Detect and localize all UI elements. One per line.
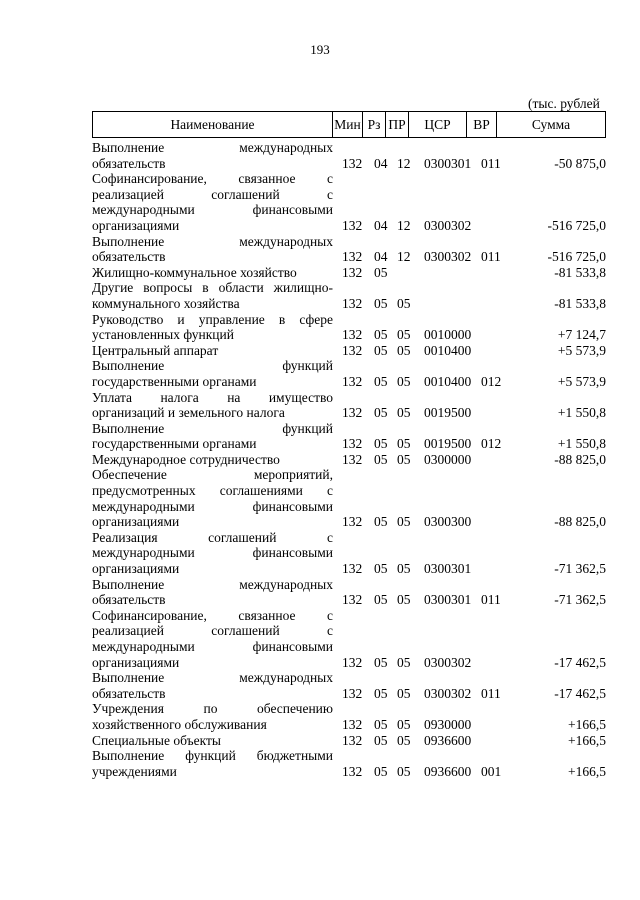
cell-csr: 0019500 (424, 405, 472, 421)
cell-csr: 0019500 (424, 436, 472, 452)
cell-csr: 0300300 (424, 514, 472, 530)
cell-min: 132 (342, 405, 363, 421)
row-name (92, 467, 333, 529)
row-name-line: организаций и земельного налога (92, 405, 285, 421)
table-row (92, 358, 612, 389)
cell-sum: -88 825,0 (554, 514, 606, 530)
cell-sum: +5 573,9 (557, 373, 606, 389)
cell-pr: 05 (397, 561, 411, 577)
row-name-line: организациями (92, 514, 180, 530)
cell-rz: 05 (374, 592, 388, 608)
row-name-line: Другие вопросы в области жилищно- (92, 280, 333, 296)
row-name (92, 608, 333, 670)
cell-csr: 0936600 (424, 732, 472, 748)
cell-pr: 05 (397, 716, 411, 732)
row-name-line: обязательств (92, 249, 166, 265)
row-name (92, 748, 333, 779)
table-row (92, 234, 612, 265)
row-name-line: государственными органами (92, 373, 257, 389)
cell-csr: 0936600 (424, 763, 472, 779)
row-name-line: Выполнение международных (92, 670, 333, 686)
row-name-line: обязательств (92, 155, 166, 171)
units-label: (тыс. рублей (528, 96, 600, 111)
table-row (92, 265, 612, 281)
table-row (92, 530, 612, 577)
row-name (92, 390, 333, 421)
row-name-line: Жилищно-коммунальное хозяйство (92, 264, 297, 280)
cell-rz: 05 (374, 716, 388, 732)
cell-sum: -71 362,5 (554, 561, 606, 577)
cell-pr: 12 (397, 155, 411, 171)
cell-sum: -71 362,5 (554, 592, 606, 608)
header-vr: ВР (467, 112, 497, 137)
row-name-line: Софинансирование, связанное с (92, 171, 333, 187)
cell-vr: 011 (481, 155, 501, 171)
cell-sum: +166,5 (568, 716, 606, 732)
cell-vr: 001 (481, 763, 502, 779)
row-name-line: предусмотренных соглашениями с (92, 483, 333, 499)
cell-sum: +1 550,8 (557, 405, 606, 421)
cell-rz: 05 (374, 685, 388, 701)
cell-csr: 0010400 (424, 342, 472, 358)
cell-rz: 05 (374, 732, 388, 748)
row-name (92, 171, 333, 233)
cell-pr: 05 (397, 763, 411, 779)
cell-sum: -81 533,8 (554, 295, 606, 311)
table-row (92, 280, 612, 311)
row-name-line: Софинансирование, связанное с (92, 607, 333, 623)
cell-sum: +166,5 (568, 763, 606, 779)
cell-vr: 012 (481, 436, 502, 452)
cell-pr: 05 (397, 327, 411, 343)
cell-min: 132 (342, 295, 363, 311)
cell-sum: -17 462,5 (554, 654, 606, 670)
header-min: Мин (333, 112, 363, 137)
cell-csr: 0300000 (424, 451, 472, 467)
cell-rz: 04 (374, 217, 388, 233)
cell-vr: 011 (481, 685, 501, 701)
cell-min: 132 (342, 732, 363, 748)
cell-pr: 05 (397, 514, 411, 530)
table-row (92, 608, 612, 670)
cell-csr: 0010000 (424, 327, 472, 343)
row-name-line: Обеспечение мероприятий, (92, 467, 333, 483)
cell-rz: 04 (374, 155, 388, 171)
row-name-line: Уплата налога на имущество (92, 389, 333, 405)
row-name (92, 234, 333, 265)
cell-csr: 0930000 (424, 716, 472, 732)
cell-rz: 05 (374, 405, 388, 421)
table-row (92, 577, 612, 608)
cell-vr: 011 (481, 592, 501, 608)
cell-min: 132 (342, 249, 363, 265)
row-name (92, 670, 333, 701)
cell-sum: -516 725,0 (547, 249, 606, 265)
header-csr: ЦСР (409, 112, 467, 137)
cell-csr: 0300302 (424, 685, 472, 701)
cell-min: 132 (342, 327, 363, 343)
row-name (92, 452, 333, 468)
row-name-line: учреждениями (92, 763, 177, 779)
row-name-line: коммунального хозяйства (92, 295, 240, 311)
row-name-line: организациями (92, 654, 180, 670)
page-number: 193 (310, 42, 330, 57)
table-row (92, 748, 612, 779)
cell-rz: 05 (374, 451, 388, 467)
cell-pr: 05 (397, 592, 411, 608)
cell-sum: -516 725,0 (547, 217, 606, 233)
cell-csr: 0300302 (424, 249, 472, 265)
row-name (92, 577, 333, 608)
row-name-line: Выполнение функций бюджетными (92, 748, 333, 764)
cell-sum: -88 825,0 (554, 451, 606, 467)
cell-min: 132 (342, 217, 363, 233)
table-row (92, 421, 612, 452)
cell-rz: 05 (374, 561, 388, 577)
cell-min: 132 (342, 155, 363, 171)
table-row (92, 312, 612, 343)
cell-sum: +1 550,8 (557, 436, 606, 452)
cell-min: 132 (342, 716, 363, 732)
row-name (92, 280, 333, 311)
cell-pr: 05 (397, 685, 411, 701)
cell-csr: 0300301 (424, 155, 472, 171)
cell-csr: 0300302 (424, 217, 472, 233)
cell-pr: 05 (397, 451, 411, 467)
cell-rz: 05 (374, 295, 388, 311)
row-name-line: Выполнение международных (92, 233, 333, 249)
row-name-line: Учреждения по обеспечению (92, 701, 333, 717)
cell-min: 132 (342, 373, 363, 389)
cell-sum: -81 533,8 (554, 264, 606, 280)
cell-vr: 012 (481, 373, 502, 389)
row-name-line: международными финансовыми (92, 639, 333, 654)
table-row (92, 390, 612, 421)
cell-min: 132 (342, 342, 363, 358)
row-name (92, 530, 333, 577)
header-rz: Рз (363, 112, 386, 137)
row-name (92, 733, 333, 749)
row-name-line: международными финансовыми (92, 545, 333, 561)
row-name-line: реализацией соглашений с (92, 623, 333, 639)
header-name: Наименование (93, 112, 333, 137)
cell-rz: 05 (374, 342, 388, 358)
table-row (92, 452, 612, 468)
row-name-line: хозяйственного обслуживания (92, 716, 267, 732)
cell-sum: -50 875,0 (554, 155, 606, 171)
row-name-line: организациями (92, 561, 180, 577)
cell-rz: 05 (374, 436, 388, 452)
cell-rz: 05 (374, 514, 388, 530)
cell-pr: 05 (397, 654, 411, 670)
cell-csr: 0300301 (424, 561, 472, 577)
row-name-line: обязательств (92, 592, 166, 608)
row-name-line: обязательств (92, 685, 166, 701)
row-name (92, 421, 333, 452)
header-pr: ПР (386, 112, 409, 137)
table-header (92, 111, 606, 138)
cell-min: 132 (342, 561, 363, 577)
row-name (92, 343, 333, 359)
cell-pr: 05 (397, 342, 411, 358)
cell-rz: 05 (374, 373, 388, 389)
cell-min: 132 (342, 451, 363, 467)
table-row (92, 171, 612, 233)
row-name (92, 312, 333, 343)
cell-rz: 05 (374, 654, 388, 670)
row-name (92, 265, 333, 281)
table-row (92, 467, 612, 529)
row-name-line: организациями (92, 217, 180, 233)
row-name (92, 358, 333, 389)
cell-min: 132 (342, 592, 363, 608)
table-row (92, 733, 612, 749)
cell-sum: +7 124,7 (557, 327, 606, 343)
cell-rz: 05 (374, 264, 388, 280)
table-row (92, 701, 612, 732)
cell-min: 132 (342, 763, 363, 779)
cell-sum: +166,5 (568, 732, 606, 748)
cell-sum: -17 462,5 (554, 685, 606, 701)
cell-pr: 05 (397, 295, 411, 311)
cell-csr: 0300301 (424, 592, 472, 608)
row-name (92, 701, 333, 732)
row-name-line: Центральный аппарат (92, 342, 219, 358)
row-name-line: международными финансовыми (92, 202, 333, 218)
row-name-line: Выполнение функций (92, 358, 333, 374)
cell-pr: 05 (397, 436, 411, 452)
cell-pr: 05 (397, 373, 411, 389)
row-name (92, 140, 333, 171)
cell-min: 132 (342, 685, 363, 701)
cell-pr: 12 (397, 217, 411, 233)
cell-rz: 05 (374, 327, 388, 343)
row-name-line: Реализация соглашений с (92, 529, 333, 545)
cell-pr: 12 (397, 249, 411, 265)
header-sum: Сумма (531, 117, 571, 132)
cell-pr: 05 (397, 405, 411, 421)
cell-min: 132 (342, 514, 363, 530)
cell-min: 132 (342, 654, 363, 670)
cell-min: 132 (342, 436, 363, 452)
cell-pr: 05 (397, 732, 411, 748)
cell-csr: 0300302 (424, 654, 472, 670)
row-name-line: международными финансовыми (92, 498, 333, 514)
cell-rz: 05 (374, 763, 388, 779)
row-name-line: государственными органами (92, 436, 257, 452)
table-row (92, 140, 612, 171)
row-name-line: Международное сотрудничество (92, 451, 280, 467)
table-body (92, 140, 612, 779)
row-name-line: Специальные объекты (92, 732, 221, 748)
row-name-line: Выполнение международных (92, 140, 333, 155)
cell-min: 132 (342, 264, 363, 280)
row-name-line: установленных функций (92, 327, 234, 343)
cell-csr: 0010400 (424, 373, 472, 389)
table-row (92, 343, 612, 359)
cell-vr: 011 (481, 249, 501, 265)
cell-rz: 04 (374, 249, 388, 265)
cell-sum: +5 573,9 (557, 342, 606, 358)
table-row (92, 670, 612, 701)
row-name-line: Выполнение международных (92, 576, 333, 592)
row-name-line: реализацией соглашений с (92, 186, 333, 202)
row-name-line: Руководство и управление в сфере (92, 311, 333, 327)
row-name-line: Выполнение функций (92, 420, 333, 436)
